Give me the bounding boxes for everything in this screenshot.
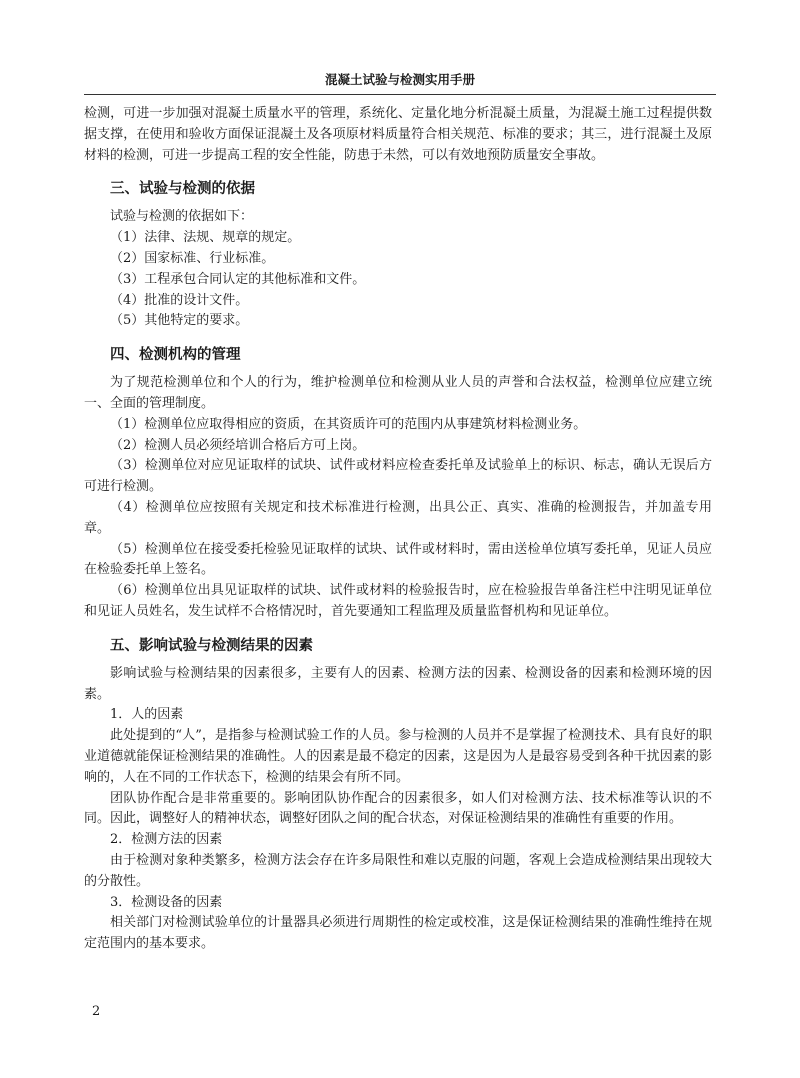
page-content xyxy=(84,104,712,955)
list-item: （2）国家标准、行业标准。 xyxy=(110,250,275,266)
section-heading-3: 三、试验与检测的依据 xyxy=(110,181,255,198)
running-header xyxy=(84,70,716,95)
list-item: （3）工程承包合同认定的其他标准和文件。 xyxy=(110,271,366,287)
list-item: （2）检测人员必须经培训合格后方可上岗。 xyxy=(110,437,366,453)
section-heading-5: 五、影响试验与检测结果的因素 xyxy=(110,637,313,654)
list-item: （6）检测单位出具见证取样的试块、试件或材料的检验报告时，应在检验报告单备注栏中注明见证单位和见证人员姓名，发生试样不合格情况时，首先要通知工程监理及质量监督机构和见证单位。 xyxy=(84,583,712,619)
intro-paragraph: 检测，可进一步加强对混凝土质量水平的管理，系统化、定量化地分析混凝土质量，为混凝土施工过程提供数据支撑，在使用和验收方面保证混凝土及各项原材料质量符合相关规范、标准的要求；其三，进行混凝土及原材料的检测，可进一步提高工程的安全性能，防患于未然，可以有效地预防质量安全事故。 xyxy=(84,106,712,163)
book-title: 混凝土试验与检测实用手册 xyxy=(324,72,475,87)
list-item: （5）其他特定的要求。 xyxy=(110,313,249,329)
section-heading-4: 四、检测机构的管理 xyxy=(110,347,241,364)
list-item: （5）检测单位在接受委托检验见证取样的试块、试件或材料时，需由送检单位填写委托单，见证人员应在检验委托单上签名。 xyxy=(84,541,712,578)
subsection-title: 1．人的因素 xyxy=(110,707,184,723)
paragraph: 相关部门对检测试验单位的计量器具必须进行周期性的检定或校准，这是保证检测结果的准确性维持在规定范围内的基本要求。 xyxy=(84,915,712,952)
section-3-lead: 试验与检测的依据如下： xyxy=(110,209,254,225)
page-number: 2 xyxy=(92,1004,101,1019)
list-item: （4）检测单位应按照有关规定和技术标准进行检测，出具公正、真实、准确的检测报告，并加盖专用章。 xyxy=(84,499,712,536)
section-4-lead: 为了规范检测单位和个人的行为，维护检测单位和检测从业人员的声誉和合法权益，检测单位应建立统一、全面的管理制度。 xyxy=(84,375,712,411)
subsection-title: 2．检测方法的因素 xyxy=(110,832,223,848)
section-5-lead: 影响试验与检测结果的因素很多，主要有人的因素、检测方法的因素、检测设备的因素和检测环境的因素。 xyxy=(84,665,712,702)
list-item: （3）检测单位对应见证取样的试块、试件或材料应检查委托单及试验单上的标识、标志，确认无误后方可进行检测。 xyxy=(84,458,712,495)
list-item: （4）批准的设计文件。 xyxy=(110,292,249,308)
subsection-title: 3．检测设备的因素 xyxy=(110,894,223,910)
paragraph: 团队协作配合是非常重要的。影响团队协作配合的因素很多，如人们对检测方法、技术标准等认识的不同。因此，调整好人的精神状态，调整好团队之间的配合状态，对保证检测结果的准确性有重要的作用。 xyxy=(84,790,712,827)
paragraph: 此处提到的“人”，是指参与检测试验工作的人员。参与检测的人员并不是掌握了检测技术、具有良好的职业道德就能保证检测结果的准确性。人的因素是最不稳定的因素，这是因为人是最容易受到各种干扰因素的影响的，人在不同的工作状态下，检测的结果会有所不同。 xyxy=(84,728,712,785)
list-item: （1）检测单位应取得相应的资质，在其资质许可的范围内从事建筑材料检测业务。 xyxy=(110,416,587,432)
list-item: （1）法律、法规、规章的规定。 xyxy=(110,230,301,246)
paragraph: 由于检测对象种类繁多，检测方法会存在许多局限性和难以克服的问题，客观上会造成检测结果出现较大的分散性。 xyxy=(84,852,712,889)
